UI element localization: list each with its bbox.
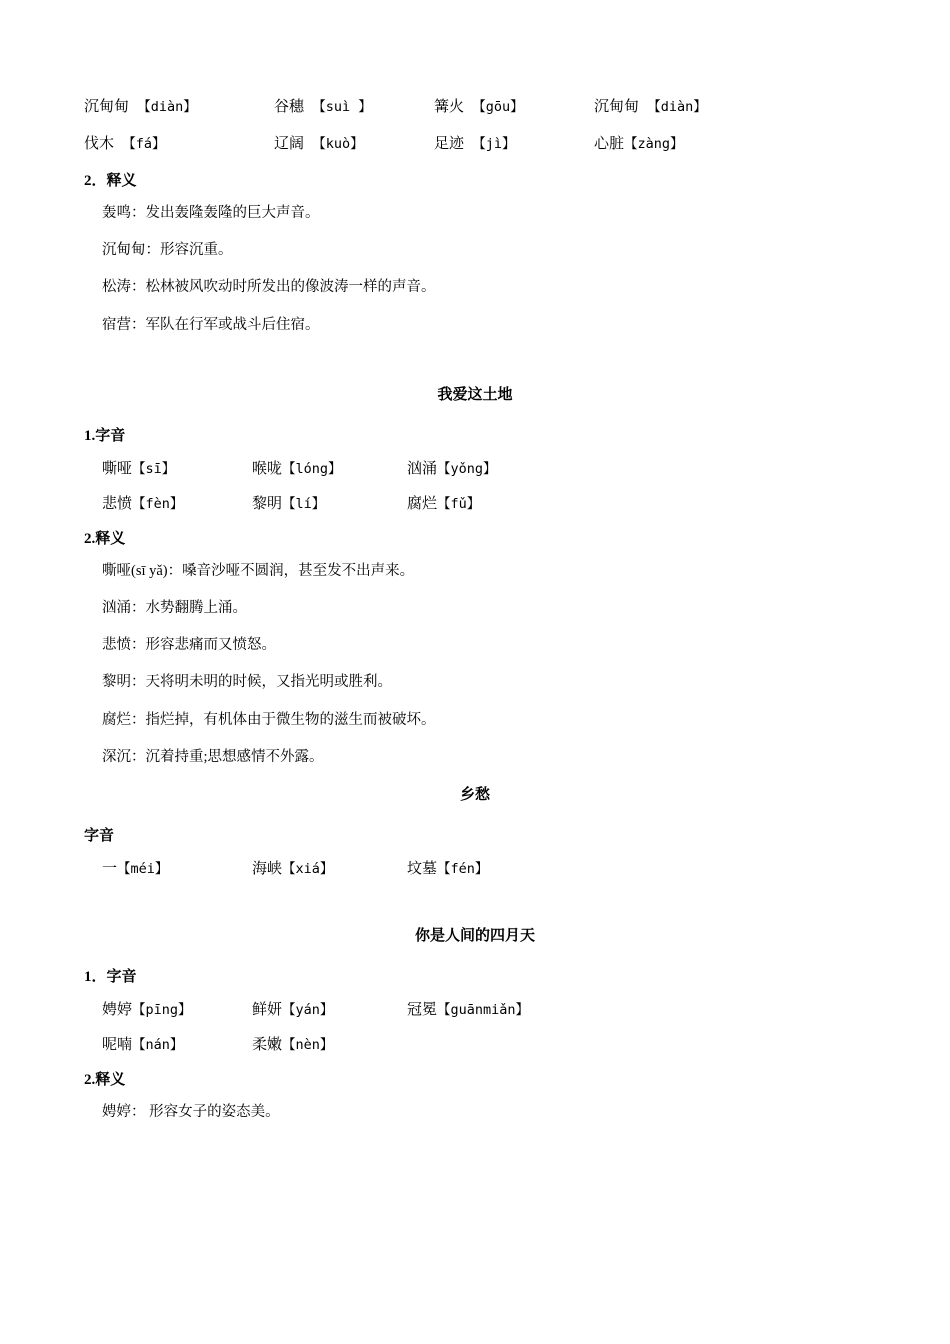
section-heading-ziyin-3: 1．字音: [84, 968, 137, 985]
word-entry: [252, 1033, 407, 1054]
pinyin-text: 【lí】: [282, 495, 326, 512]
pinyin-text: 【suì 】: [319, 99, 372, 115]
pinyin-text: 【diàn】: [654, 99, 707, 115]
word-entry: [407, 457, 587, 478]
definition-line: 汹涌：水势翻腾上涌。: [102, 599, 247, 616]
table-cell: [84, 133, 274, 156]
word-text: 冠冕: [407, 1001, 438, 1018]
pinyin-text: 【diàn】: [144, 99, 197, 115]
table-cell: [84, 96, 274, 119]
word-text: 篝火: [434, 99, 465, 115]
table-cell: [594, 133, 774, 156]
definition-line: 宿营：军队在行军或战斗后住宿。: [102, 316, 320, 333]
pinyin-text: 【nèn】: [282, 1036, 334, 1053]
word-text: 喉咙: [252, 460, 283, 477]
word-entry: [102, 457, 252, 478]
word-entry: [252, 857, 407, 878]
section-heading-shiyi-1: 2．释义: [84, 173, 137, 189]
pinyin-text: 【sī】: [132, 460, 176, 477]
pinyin-text: 【méi】: [117, 860, 169, 877]
definition-line: 轰鸣：发出轰隆轰隆的巨大声音。: [102, 205, 320, 221]
section-heading-ziyin-1: 1.字音: [84, 427, 126, 444]
word-text: 足迹: [434, 135, 465, 152]
word-text: 柔嫩: [252, 1036, 283, 1053]
pinyin-text: 【lóng】: [282, 460, 342, 477]
pinyin-text: 【xiá】: [282, 860, 334, 877]
pinyin-text: 【fèn】: [132, 495, 184, 512]
word-text: 鲜妍: [252, 1001, 283, 1018]
section-heading-shiyi-2: 2.释义: [84, 530, 126, 547]
word-row: [102, 857, 866, 878]
word-text: 悲愤: [102, 495, 133, 512]
word-text: 坟墓: [407, 860, 438, 877]
word-row: [102, 998, 866, 1019]
pinyin-text: 【jì】: [479, 135, 516, 152]
word-text: 黎明: [252, 495, 283, 512]
table-cell: [274, 133, 434, 156]
pinyin-text: 【fǔ】: [437, 495, 481, 512]
pinyin-text: 【pīng】: [132, 1001, 192, 1018]
word-entry: [252, 998, 407, 1019]
pinyin-text: 【guānmiǎn】: [437, 1001, 530, 1018]
definition-line: 娉婷： 形容女子的姿态美。: [102, 1103, 280, 1120]
word-text: 腐烂: [407, 495, 438, 512]
table-row: [84, 96, 866, 119]
word-row: [102, 1033, 866, 1054]
poem-title-siyuetian: 你是人间的四月天: [414, 927, 535, 944]
pinyin-text: 【yǒng】: [437, 460, 497, 477]
table-cell: [434, 96, 594, 119]
word-entry: [102, 492, 252, 513]
definition-line: 沉甸甸：形容沉重。: [102, 242, 233, 259]
pinyin-text: 【zàng】: [624, 135, 684, 152]
word-text: 一: [102, 860, 118, 877]
pinyin-text: 【kuò】: [319, 135, 364, 152]
word-text: 谷穗: [274, 99, 305, 115]
top-pinyin-table: [84, 96, 866, 155]
word-entry: [252, 492, 407, 513]
definition-line: 深沉：沉着持重;思想感情不外露。: [102, 748, 324, 765]
section-heading-shiyi-3: 2.释义: [84, 1071, 126, 1088]
pinyin-text: 【nán】: [132, 1036, 184, 1053]
word-entry: [102, 857, 252, 878]
word-text: 伐木: [84, 135, 115, 152]
word-text: 娉婷: [102, 1001, 133, 1018]
pinyin-text: 【fá】: [129, 135, 166, 152]
pinyin-text: 【gōu】: [479, 99, 524, 115]
word-text: 汹涌: [407, 460, 438, 477]
poem-title-xiangchou: 乡愁: [459, 786, 490, 803]
word-entry: [252, 457, 407, 478]
word-text: 辽阔: [274, 135, 305, 152]
pinyin-text: 【fén】: [437, 860, 489, 877]
word-entry: [407, 998, 587, 1019]
word-text: 呢喃: [102, 1036, 133, 1053]
word-row: [102, 457, 866, 478]
section-heading-ziyin-2: 字音: [84, 827, 115, 844]
word-text: 沉甸甸: [594, 99, 640, 115]
definition-line: 松涛：松林被风吹动时所发出的像波涛一样的声音。: [102, 279, 436, 296]
table-cell: [434, 133, 594, 156]
definition-line: 悲愤：形容悲痛而又愤怒。: [102, 637, 276, 654]
table-cell: [274, 96, 434, 119]
word-text: 心脏: [594, 135, 625, 152]
table-cell: [594, 96, 774, 119]
word-text: 嘶哑: [102, 460, 133, 477]
definition-line: 嘶哑(sī yǎ)：嗓音沙哑不圆润，甚至发不出声来。: [102, 562, 415, 579]
word-entry: [407, 857, 587, 878]
word-entry: [102, 1033, 252, 1054]
poem-title-wo-ai-zhe-tudi: 我爱这土地: [437, 386, 513, 403]
word-entry: [407, 492, 587, 513]
word-text: 海峡: [252, 860, 283, 877]
table-row: [84, 133, 866, 156]
definition-line: 黎明：天将明未明的时候，又指光明或胜利。: [102, 674, 392, 691]
word-text: 沉甸甸: [84, 99, 130, 115]
definition-line: 腐烂：指烂掉，有机体由于微生物的滋生而被破坏。: [102, 711, 436, 728]
word-entry: [102, 998, 252, 1019]
word-row: [102, 492, 866, 513]
pinyin-text: 【yán】: [282, 1001, 334, 1018]
